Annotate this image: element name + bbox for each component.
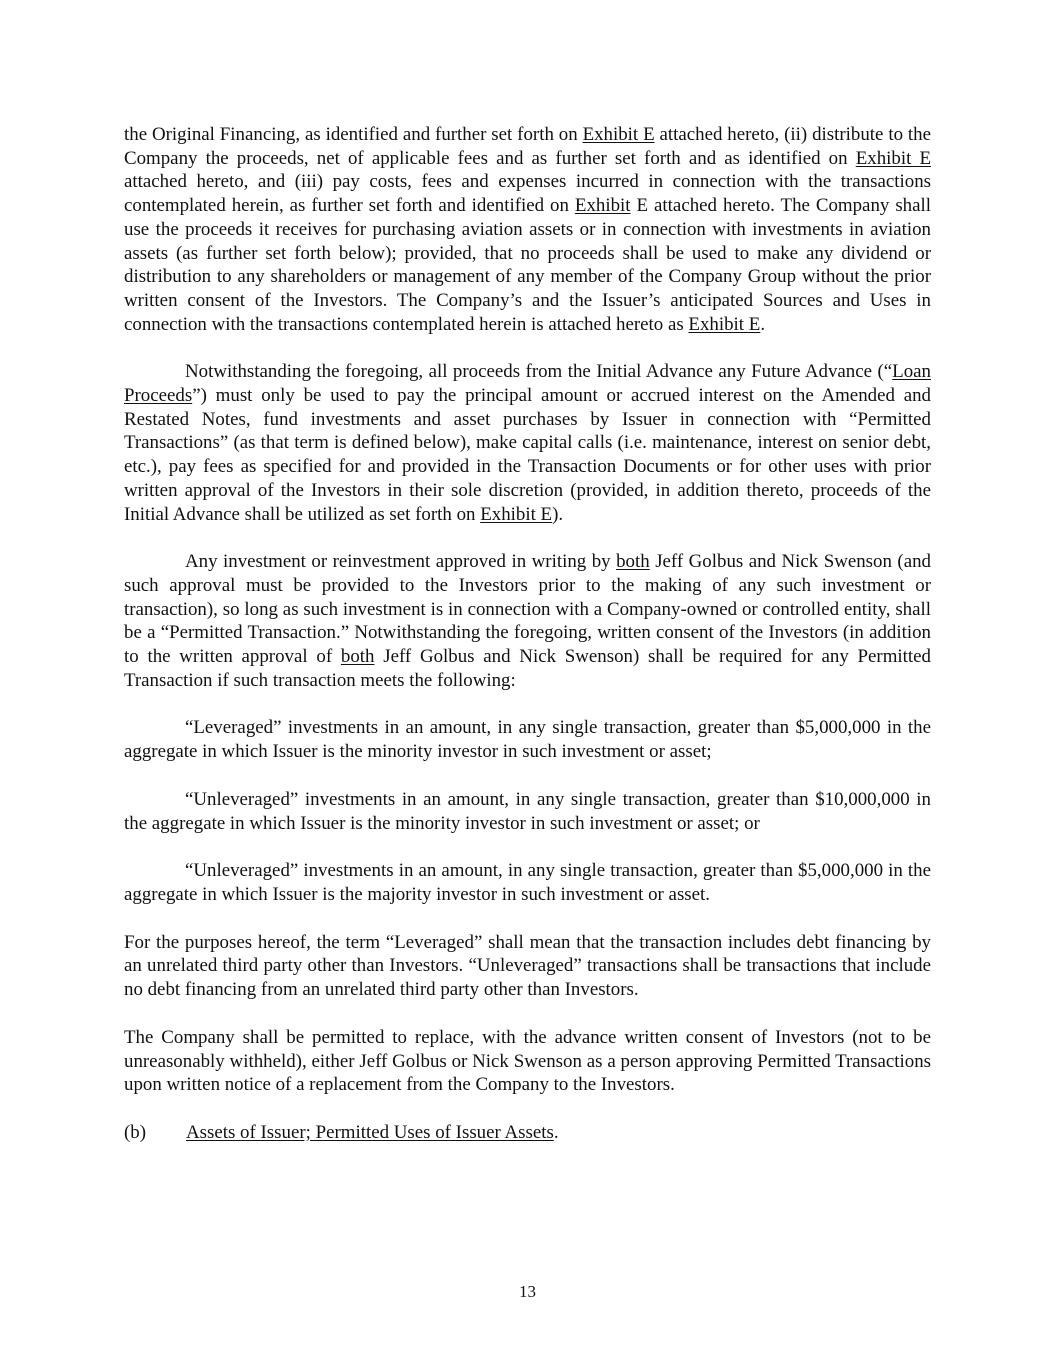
text-run: Notwithstanding the foregoing, all proceeds from the Initial Advance any Future Advance (“	[185, 361, 893, 383]
subsection-label: (b)	[124, 1121, 147, 1143]
paragraph-unleveraged-majority: “Unleveraged” investments in an amount, in any single transaction, greater than $5,000,000 in the aggregate in which Issuer is the majority investor in such investment or asset.	[124, 860, 931, 905]
text-run: E attached hereto. The Company shall use the proceeds it receives for purchasing aviation assets or in connection with investments in aviation assets (as further set forth below); provided, that no proceeds shall be used to make any dividend or distribution to any shareholders or management of any member of the Company Group without the prior written consent of the Investors. The Company’s and the Issuer’s anticipated Sources and Uses in connection with the transactions contemplated herein is attached hereto as	[124, 195, 931, 335]
subsection-heading-b	[124, 1121, 931, 1145]
defined-term-loan-proceeds: Loan Proceeds	[124, 361, 931, 407]
text-run: the Original Financing, as identified and further set forth on	[124, 124, 583, 145]
paragraph-permitted-transaction	[124, 550, 931, 692]
exhibit-e-reference: Exhibit	[574, 195, 631, 217]
text-run: .	[553, 1121, 559, 1143]
subsection-title: Assets of Issuer; Permitted Uses of Issuer Assets	[186, 1121, 554, 1143]
text-run: attached hereto, (ii) distribute to the Company the proceeds, net of applicable fees and as further set forth and as identified on	[124, 124, 931, 169]
text-run: attached hereto, and (iii) pay costs, fees and expenses incurred in connection with the transactions contemplated herein, as further set forth and identified on	[124, 171, 931, 217]
text-run: ”) must only be used to pay the principal amount or accrued interest on the Amended and Restated Notes, fund investments and asset purchases by Issuer in connection with “Permitted Transactions” (as that term is defined below), make capital calls (i.e. maintenance, interest on senior debt, etc.), pay fees as specified for and provided in the Transaction Documents or for other uses with prior written approval of the Investors in their sole discretion (provided, in addition thereto, proceeds of the Initial Advance shall be utilized as set forth on	[124, 385, 931, 525]
page-number: 13	[519, 1282, 536, 1301]
paragraph-replacement-approver: The Company shall be permitted to replace, with the advance written consent of Investors (not to be unreasonably withheld), either Jeff Golbus or Nick Swenson as a person approving Permitted Transactions upon written notice of a replacement from the Company to the Investors.	[124, 1026, 931, 1096]
exhibit-e-reference: Exhibit E	[480, 503, 553, 525]
exhibit-e-reference: Exhibit E	[582, 124, 655, 145]
emphasis-both: both	[616, 551, 650, 573]
text-run: Jeff Golbus and Nick Swenson (and such approval must be provided to the Investors prior to the making of any such investment or transaction), so long as such investment is in connection with a Company-owned or controlled entity, shall be a “Permitted Transaction.” Notwithstanding the foregoing, written consent of the Investors (in addition to the written approval of	[124, 551, 931, 668]
paragraph-use-of-proceeds	[124, 123, 931, 336]
emphasis-both: both	[340, 646, 375, 668]
text-run: Any investment or reinvestment approved in writing by	[185, 551, 617, 573]
text-run: Jeff Golbus and Nick Swenson) shall be required for any Permitted Transaction if such transaction meets the following:	[124, 646, 931, 691]
paragraph-loan-proceeds	[124, 360, 931, 526]
paragraph-leveraged-minority: “Leveraged” investments in an amount, in any single transaction, greater than $5,000,000 in the aggregate in which Issuer is the minority investor in such investment or asset;	[124, 717, 931, 763]
paragraph-unleveraged-minority: “Unleveraged” investments in an amount, in any single transaction, greater than $10,000,000 in the aggregate in which Issuer is the minority investor in such investment or asset; or	[124, 788, 931, 834]
exhibit-e-reference: Exhibit E	[688, 313, 761, 335]
paragraph-leveraged-definition: For the purposes hereof, the term “Leveraged” shall mean that the transaction includes debt financing by an unrelated third party other than Investors. “Unleveraged” transactions shall be transactions that include no debt financing from an unrelated third party other than Investors.	[124, 931, 931, 1001]
exhibit-e-reference: Exhibit E	[855, 147, 931, 169]
document-body	[124, 123, 931, 1145]
text-run: ).	[552, 503, 564, 525]
text-run: .	[760, 313, 766, 335]
